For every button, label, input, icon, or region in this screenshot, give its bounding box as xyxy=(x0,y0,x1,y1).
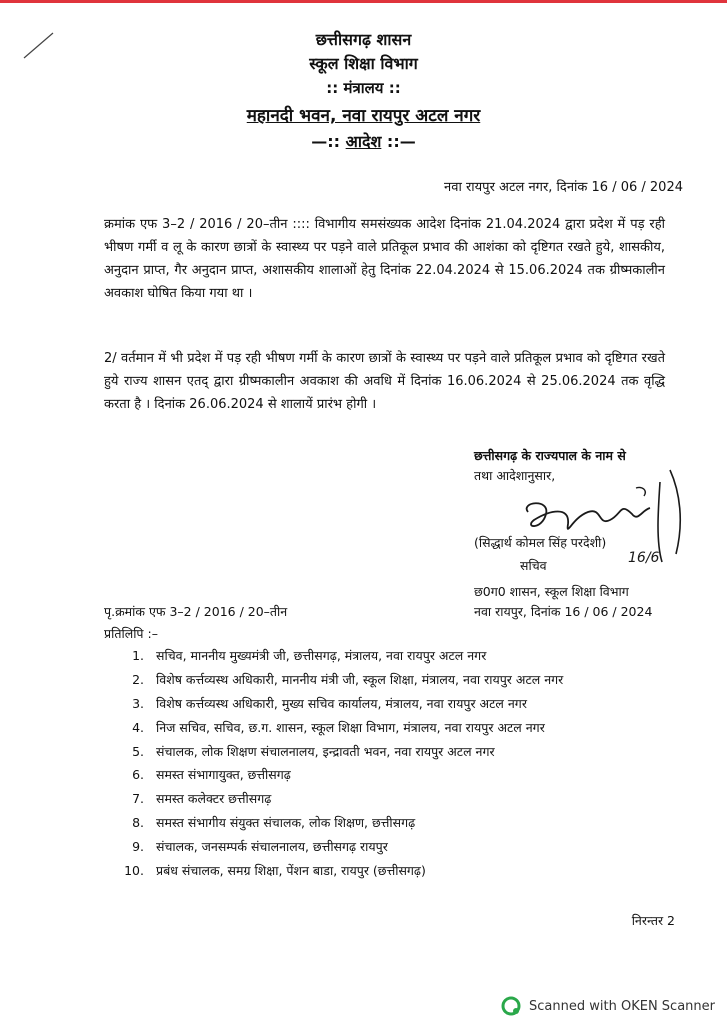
list-item xyxy=(104,787,563,811)
order-title-suffix: ::— xyxy=(381,132,416,151)
continued-marker: निरन्तर 2 xyxy=(631,913,675,928)
header-department: स्कूल शिक्षा विभाग xyxy=(309,54,418,73)
copy-heading: प्रतिलिपि :– xyxy=(104,626,158,641)
list-item-number: 10. xyxy=(124,862,144,878)
handwritten-date: 16/6 xyxy=(628,550,660,566)
paragraph-2: 2/ वर्तमान में भी प्रदेश में पड़ रही भीषण गर्मी के कारण छात्रों के स्वास्थ्य पर पड़ने वाले प्रतिकूल प्रभाव को दृष्टिगत रखते हुये राज्य शासन एतद् द्वारा ग्रीष्मकालीन अवकाश की अवधि में दिनांक 16.06.2024 से 25.06.2024 तक वृद्धि करता है । दिनांक 26.06.2024 से शालायें प्रारंभ होगी । xyxy=(104,351,665,412)
order-title xyxy=(0,130,727,152)
list-item xyxy=(104,858,563,882)
list-item xyxy=(104,811,563,835)
list-item-text: विशेष कर्त्तव्यस्थ अधिकारी, मुख्य सचिव कार्यालय, मंत्रालय, नवा रायपुर अटल नगर xyxy=(156,695,527,711)
signatory-designation: सचिव xyxy=(520,558,547,573)
order-title-prefix: —:: xyxy=(311,132,346,151)
list-item-text: प्रबंध संचालक, समग्र शिक्षा, पेंशन बाडा, रायपुर (छत्तीसगढ़) xyxy=(156,862,426,878)
copy-list xyxy=(104,644,563,882)
list-item-number: 6. xyxy=(132,767,144,783)
scanner-watermark xyxy=(501,996,715,1016)
list-item xyxy=(104,692,563,716)
list-item-number: 4. xyxy=(132,719,144,735)
list-item-text: समस्त कलेक्टर छत्तीसगढ़ xyxy=(156,791,272,807)
signatory-name: (सिद्धार्थ कोमल सिंह परदेशी) xyxy=(474,535,607,550)
list-item-text: समस्त संभागायुक्त, छत्तीसगढ़ xyxy=(156,767,291,783)
list-item-number: 9. xyxy=(132,838,144,854)
list-item xyxy=(104,644,563,668)
header-ministry: :: मंत्रालय :: xyxy=(326,79,401,97)
list-item-number: 7. xyxy=(132,791,144,807)
list-item xyxy=(104,834,563,858)
paragraph-1: क्रमांक एफ 3–2 / 2016 / 20–तीन :::: विभागीय समसंख्यक आदेश दिनांक 21.04.2024 द्वारा प्रदेश में पड़ रही भीषण गर्मी व लू के कारण छात्रों के स्वास्थ्य पर पड़ने वाले प्रतिकूल प्रभाव की आशंका को दृष्टिगत रखते हुये, शासकीय, अनुदान प्राप्त, गैर अनुदान प्राप्त, अशासकीय शालाओं हेतु दिनांक 22.04.2024 से 15.06.2024 तक ग्रीष्मकालीन अवकाश घोषित किया गया था । xyxy=(104,217,665,301)
list-item-text: विशेष कर्त्तव्यस्थ अधिकारी, माननीय मंत्री जी, स्कूल शिक्षा, मंत्रालय, नवा रायपुर अटल नगर xyxy=(156,672,564,688)
place-date: नवा रायपुर अटल नगर, दिनांक 16 / 06 / 2024 xyxy=(444,180,683,195)
list-item-number: 8. xyxy=(132,814,144,830)
list-item-number: 5. xyxy=(132,743,144,759)
list-item-text: संचालक, जनसम्पर्क संचालनालय, छत्तीसगढ़ रायपुर xyxy=(156,838,388,854)
list-item-text: संचालक, लोक शिक्षण संचालनालय, इन्द्रावती भवन, नवा रायपुर अटल नगर xyxy=(156,743,495,759)
governor-line: छत्तीसगढ़ के राज्यपाल के नाम से xyxy=(474,448,626,463)
order-by-line: तथा आदेशानुसार, xyxy=(474,468,556,483)
list-item xyxy=(104,668,563,692)
oken-scanner-icon xyxy=(501,996,521,1016)
list-item xyxy=(104,739,563,763)
list-item-number: 2. xyxy=(132,672,144,688)
list-item-number: 3. xyxy=(132,695,144,711)
list-item xyxy=(104,763,563,787)
header-building: महानदी भवन, नवा रायपुर अटल नगर xyxy=(246,106,481,126)
list-item xyxy=(104,715,563,739)
signatory-department: छ0ग0 शासन, स्कूल शिक्षा विभाग xyxy=(474,584,629,599)
header-government: छत्तीसगढ़ शासन xyxy=(315,30,412,49)
list-item-text: निज सचिव, सचिव, छ.ग. शासन, स्कूल शिक्षा विभाग, मंत्रालय, नवा रायपुर अटल नगर xyxy=(156,719,545,735)
list-item-text: समस्त संभागीय संयुक्त संचालक, लोक शिक्षण, छत्तीसगढ़ xyxy=(156,814,416,830)
order-title-word: आदेश xyxy=(345,132,382,151)
list-item-number: 1. xyxy=(132,648,144,664)
signatory-date: नवा रायपुर, दिनांक 16 / 06 / 2024 xyxy=(474,604,653,619)
scan-edge-line xyxy=(0,0,727,3)
endorsement-number: पृ.क्रमांक एफ 3–2 / 2016 / 20–तीन xyxy=(104,604,288,619)
list-item-text: सचिव, माननीय मुख्यमंत्री जी, छत्तीसगढ़, मंत्रालय, नवा रायपुर अटल नगर xyxy=(156,648,487,664)
scanner-label: Scanned with OKEN Scanner xyxy=(529,998,715,1014)
